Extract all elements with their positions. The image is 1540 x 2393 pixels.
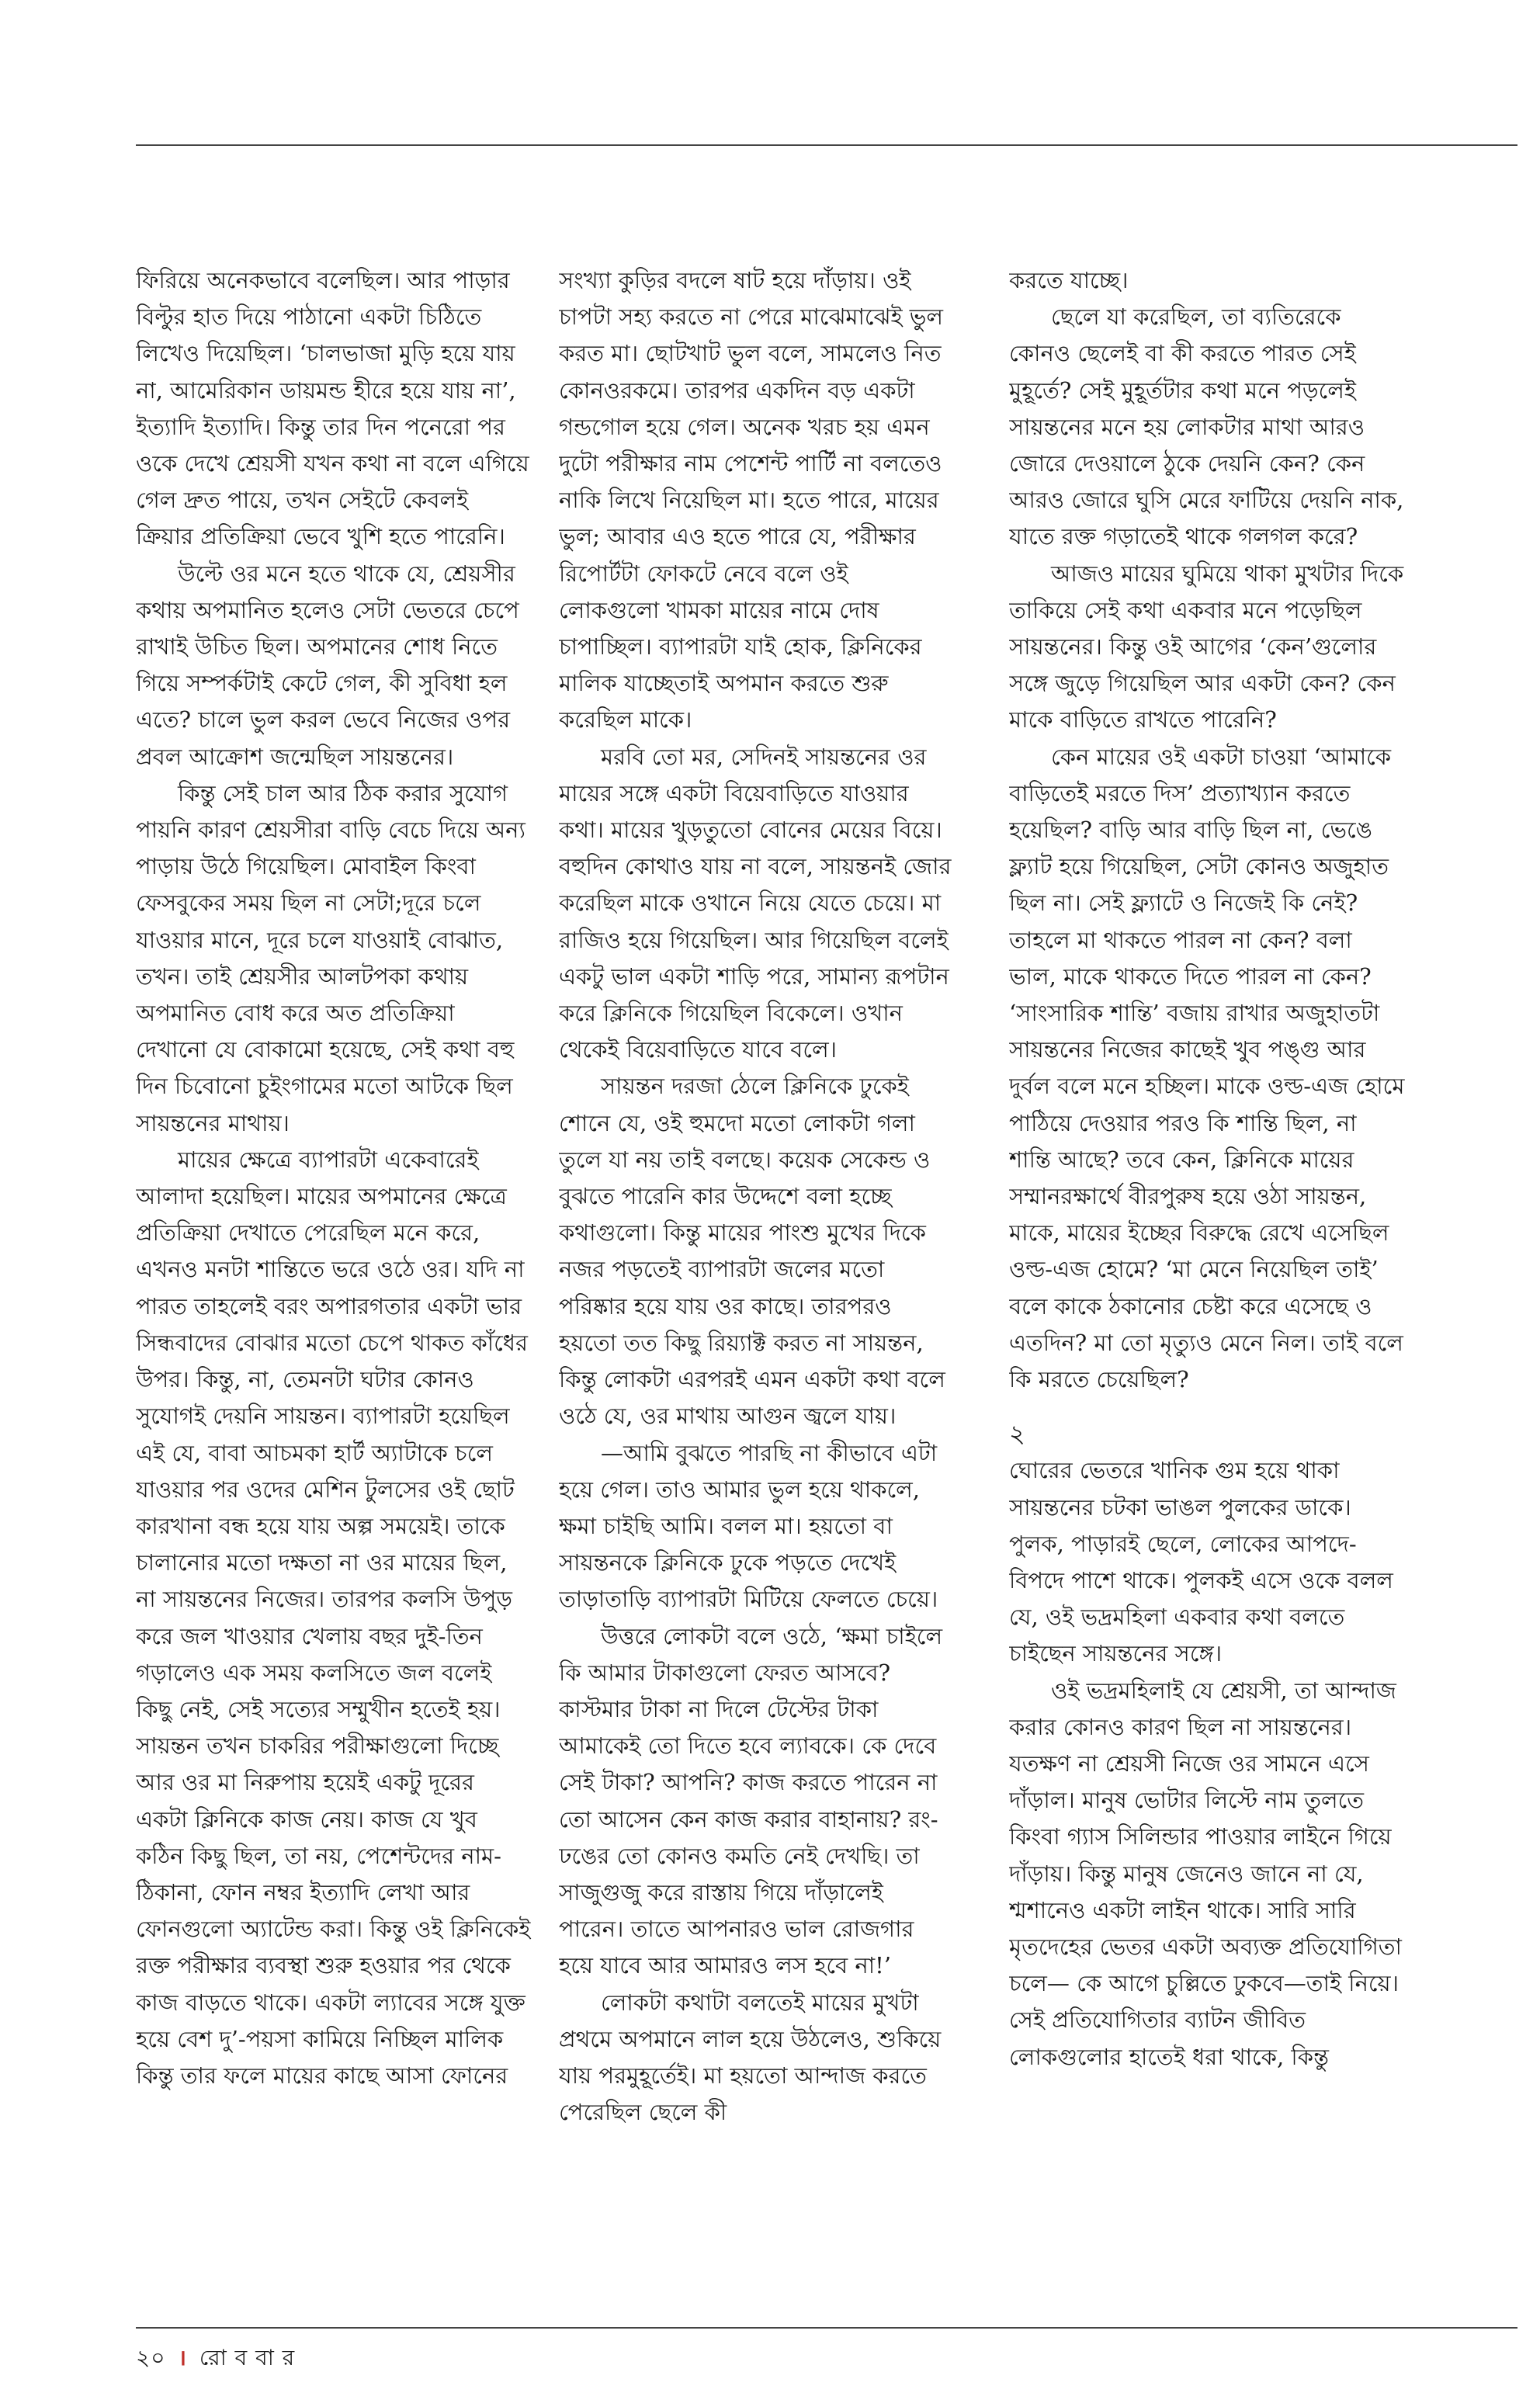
paragraph: লোকটা কথাটা বলতেই মায়ের মুখটা প্রথমে অপমানে লাল হয়ে উঠলেও, শুকিয়ে যায় পরমুহূর্তেই। মা হয়তো আন্দাজ করতে পেরেছিল ছেলে কী xyxy=(559,1989,942,2126)
paragraph: কেন মায়ের ওই একটা চাওয়া ‘আমাকে বাড়িতেই মরতে দিস’ প্রত্যাখ্যান করতে হয়েছিল? বাড়ি আর বাড়ি ছিল না, ভেঙে ফ্ল্যাট হয়ে গিয়েছিল, সেটা কোনও অজুহাত ছিল না। সেই ফ্ল্যাটে ও নিজেই কি নেই? তাহলে মা থাকতে পারল না কেন? বলা ভাল, মাকে থাকতে দিতে পারল না কেন? ‘সাংসারিক শান্তি’ বজায় রাখার অজুহাতটা সায়ন্তনের নিজের কাছেই খুব পঙ্গু আর দুর্বল বলে মনে হচ্ছিল। মাকে ওল্ড-এজ হোমে পাঠিয়ে দেওয়ার পরও কি শান্তি ছিল, না শান্তি আছে? তবে কেন, ক্লিনিকে মায়ের সম্মানরক্ষার্থে বীরপুরুষ হয়ে ওঠা সায়ন্তন, মাকে, মায়ের ইচ্ছের বিরুদ্ধে রেখে এসেছিল ওল্ড-এজ হোমে? ‘মা মেনে নিয়েছিল তাই’ বলে কাকে ঠকানোর চেষ্টা করে এসেছে ও এতদিন? মা তো মৃত্যুও মেনে নিল। তাই বলে কি মরতে চেয়েছিল? xyxy=(1009,743,1405,1393)
paragraph: —আমি বুঝতে পারছি না কীভাবে এটা হয়ে গেল। তাও আমার ভুল হয়ে থাকলে, ক্ষমা চাইছি আমি। বলল মা। হয়তো বা সায়ন্তনকে ক্লিনিকে ঢুকে পড়তে দেখেই তাড়াতাড়ি ব্যাপারটা মিটিয়ে ফেলতে চেয়ে। xyxy=(559,1439,938,1613)
section-number: ২ xyxy=(1009,1419,1025,1449)
paragraph: সংখ্যা কুড়ির বদলে ষাট হয়ে দাঁড়ায়। ওই চাপটা সহ্য করতে না পেরে মাঝেমাঝেই ভুল করত মা। ছোটখাট ভুল বলে, সামলেও নিত কোনওরকমে। তারপর একদিন বড় একটা গন্ডগোল হয়ে গেল। অনেক খরচ হয় এমন দুটো পরীক্ষার নাম পেশেন্ট পার্টি না বলতেও নাকি লিখে নিয়েছিল মা। হতে পারে, মায়ের ভুল; আবার এও হতে পারে যে, পরীক্ষার রিপোর্টটা ফোকটে নেবে বলে ওই লোকগুলো খামকা মায়ের নামে দোষ চাপাচ্ছিল। ব্যাপারটা যাই হোক, ক্লিনিকের মালিক যাচ্ছেতাই অপমান করতে শুরু করেছিল মাকে। xyxy=(559,267,944,734)
page-number: ২০ xyxy=(136,2345,166,2370)
paragraph: করতে যাচ্ছে। xyxy=(1009,267,1129,293)
paragraph: আজও মায়ের ঘুমিয়ে থাকা মুখটার দিকে তাকিয়ে সেই কথা একবার মনে পড়েছিল সায়ন্তনের। কিন্তু ওই আগের ‘কেন’গুলোর সঙ্গে জুড়ে গিয়েছিল আর একটা কেন? কেন মাকে বাড়িতে রাখতে পারেনি? xyxy=(1009,560,1404,734)
paragraph: মায়ের ক্ষেত্রে ব্যাপারটা একেবারেই আলাদা হয়েছিল। মায়ের অপমানের ক্ষেত্রে প্রতিক্রিয়া দেখাতে পেরেছিল মনে করে, এখনও মনটা শান্তিতে ভরে ওঠে ওর। যদি না পারত তাহলেই বরং অপারগতার একটা ভার সিন্ধবাদের বোঝার মতো চেপে থাকত কাঁধের উপর। কিন্তু, না, তেমনটা ঘটার কোনও সুযোগই দেয়নি সায়ন্তন। ব্যাপারটা হয়েছিল এই যে, বাবা আচমকা হার্ট অ্যাটাকে চলে যাওয়ার পর ওদের মেশিন টুলসের ওই ছোট কারখানা বন্ধ হয়ে যায় অল্প সময়েই। তাকে চালানোর মতো দক্ষতা না ওর মায়ের ছিল, না সায়ন্তনের নিজের। তারপর কলসি উপুড় করে জল খাওয়ার খেলায় বছর দুই-তিন গড়ালেও এক সময় কলসিতে জল বলেই কিছু নেই, সেই সত্যের সম্মুখীন হতেই হয়। সায়ন্তন তখন চাকরির পরীক্ষাগুলো দিচ্ছে আর ওর মা নিরুপায় হয়েই একটু দূরের একটা ক্লিনিকে কাজ নেয়। কাজ যে খুব কঠিন কিছু ছিল, তা নয়, পেশেন্টদের নাম-ঠিকানা, ফোন নম্বর ইত্যাদি লেখা আর ফোনগুলো অ্যাটেন্ড করা। কিন্তু ওই ক্লিনিকেই রক্ত পরীক্ষার ব্যবস্থা শুরু হওয়ার পর থেকে কাজ বাড়তে থাকে। একটা ল্যাবের সঙ্গে যুক্ত হয়ে বেশ দু’-পয়সা কামিয়ে নিচ্ছিল মালিক কিন্তু তার ফলে মায়ের কাছে আসা ফোনের xyxy=(136,1146,531,2089)
text-column-2 xyxy=(559,262,955,2296)
paragraph: কিন্তু সেই চাল আর ঠিক করার সুযোগ পায়নি কারণ শ্রেয়সীরা বাড়ি বেচে দিয়ে অন্য পাড়ায় উঠে গিয়েছিল। মোবাইল কিংবা ফেসবুকের সময় ছিল না সেটা;দূরে চলে যাওয়ার মানে, দূরে চলে যাওয়াই বোঝাত, তখন। তাই শ্রেয়সীর আলটপকা কথায় অপমানিত বোধ করে অত প্রতিক্রিয়া দেখানো যে বোকামো হয়েছে, সেই কথা বহু দিন চিবোনো চুইংগামের মতো আটকে ছিল সায়ন্তনের মাথায়। xyxy=(136,779,525,1136)
paragraph: উল্টে ওর মনে হতে থাকে যে, শ্রেয়সীর কথায় অপমানিত হলেও সেটা ভেতরে চেপে রাখাই উচিত ছিল। অপমানের শোধ নিতে গিয়ে সম্পর্কটাই কেটে গেল, কী সুবিধা হল এতে? চালে ভুল করল ভেবে নিজের ওপর প্রবল আক্রোশ জন্মেছিল সায়ন্তনের। xyxy=(136,560,519,770)
paragraph: ফিরিয়ে অনেকভাবে বলেছিল। আর পাড়ার বিল্টুর হাত দিয়ে পাঠানো একটা চিঠিতে লিখেও দিয়েছিল। ‘চালভাজা মুড়ি হয়ে যায় না, আমেরিকান ডায়মন্ড হীরে হয়ে যায় না’, ইত্যাদি ইত্যাদি। কিন্তু তার দিন পনেরো পর ওকে দেখে শ্রেয়সী যখন কথা না বলে এগিয়ে গেল দ্রুত পায়ে, তখন সেইটে কেবলই ক্রিয়ার প্রতিক্রিয়া ভেবে খুশি হতে পারেনি। xyxy=(136,267,529,550)
text-column-3 xyxy=(1009,262,1405,2296)
footer-rule xyxy=(136,2327,1517,2329)
paragraph: উত্তরে লোকটা বলে ওঠে, ‘ক্ষমা চাইলে কি আমার টাকাগুলো ফেরত আসবে? কাস্টমার টাকা না দিলে টেস্টের টাকা আমাকেই তো দিতে হবে ল্যাবকে। কে দেবে সেই টাকা? আপনি? কাজ করতে পারেন না তো আসেন কেন কাজ করার বাহানায়? রং-ঢঙের তো কোনও কমতি নেই দেখছি। তা সাজুগুজু করে রাস্তায় গিয়ে দাঁড়ালেই পারেন। তাতে আপনারও ভাল রোজগার হয়ে যাবে আর আমারও লস হবে না!’ xyxy=(559,1622,943,1979)
text-column-1 xyxy=(136,262,532,2296)
header-rule xyxy=(136,144,1517,146)
page-footer xyxy=(136,2343,295,2374)
paragraph: সায়ন্তন দরজা ঠেলে ক্লিনিকে ঢুকেই শোনে যে, ওই হুমদো মতো লোকটা গলা তুলে যা নয় তাই বলছে। কয়েক সেকেন্ড ও বুঝতে পারেনি কার উদ্দেশে বলা হচ্ছে কথাগুলো। কিন্তু মায়ের পাংশু মুখের দিকে নজর পড়তেই ব্যাপারটা জলের মতো পরিষ্কার হয়ে যায় ওর কাছে। তারপরও হয়তো তত কিছু রিয়্যাক্ট করত না সায়ন্তন, কিন্তু লোকটা এরপরই এমন একটা কথা বলে ওঠে যে, ওর মাথায় আগুন জ্বলে যায়। xyxy=(559,1073,945,1430)
footer-separator: । xyxy=(178,2345,187,2370)
paragraph: ওই ভদ্রমহিলাই যে শ্রেয়সী, তা আন্দাজ করার কোনও কারণ ছিল না সায়ন্তনের। যতক্ষণ না শ্রেয়সী নিজে ওর সামনে এসে দাঁড়াল। মানুষ ভোটার লিস্টে নাম তুলতে কিংবা গ্যাস সিলিন্ডার পাওয়ার লাইনে গিয়ে দাঁড়ায়। কিন্তু মানুষ জেনেও জানে না যে, শ্মশানেও একটা লাইন থাকে। সারি সারি মৃতদেহের ভেতর একটা অব্যক্ত প্রতিযোগিতা চলে— কে আগে চুল্লিতে ঢুকবে—তাই নিয়ে। সেই প্রতিযোগিতার ব্যাটন জীবিত লোকগুলোর হাতেই ধরা থাকে, কিন্তু xyxy=(1009,1677,1402,2070)
magazine-name: রো ব বা র xyxy=(199,2345,296,2370)
paragraph: ছেলে যা করেছিল, তা ব্যতিরেকে কোনও ছেলেই বা কী করতে পারত সেই মুহূর্তে? সেই মুহূর্তটার কথা মনে পড়লেই সায়ন্তনের মনে হয় লোকটার মাথা আরও জোরে দেওয়ালে ঠুকে দেয়নি কেন? কেন আরও জোরে ঘুসি মেরে ফাটিয়ে দেয়নি নাক, যাতে রক্ত গড়াতেই থাকে গলগল করে? xyxy=(1009,303,1404,550)
paragraph: ঘোরের ভেতরে খানিক গুম হয়ে থাকা সায়ন্তনের চটকা ভাঙল পুলকের ডাকে। পুলক, পাড়ারই ছেলে, লোকের আপদে-বিপদে পাশে থাকে। পুলকই এসে ওকে বলল যে, ওই ভদ্রমহিলা একবার কথা বলতে চাইছেন সায়ন্তনের সঙ্গে। xyxy=(1009,1457,1393,1667)
paragraph: মরবি তো মর, সেদিনই সায়ন্তনের ওর মায়ের সঙ্গে একটা বিয়েবাড়িতে যাওয়ার কথা। মায়ের খুড়তুতো বোনের মেয়ের বিয়ে। বহুদিন কোথাও যায় না বলে, সায়ন্তনই জোর করেছিল মাকে ওখানে নিয়ে যেতে চেয়ে। মা রাজিও হয়ে গিয়েছিল। আর গিয়েছিল বলেই একটু ভাল একটা শাড়ি পরে, সামান্য রূপটান করে ক্লিনিকে গিয়েছিল বিকেলে। ওখান থেকেই বিয়েবাড়িতে যাবে বলে। xyxy=(559,743,952,1063)
